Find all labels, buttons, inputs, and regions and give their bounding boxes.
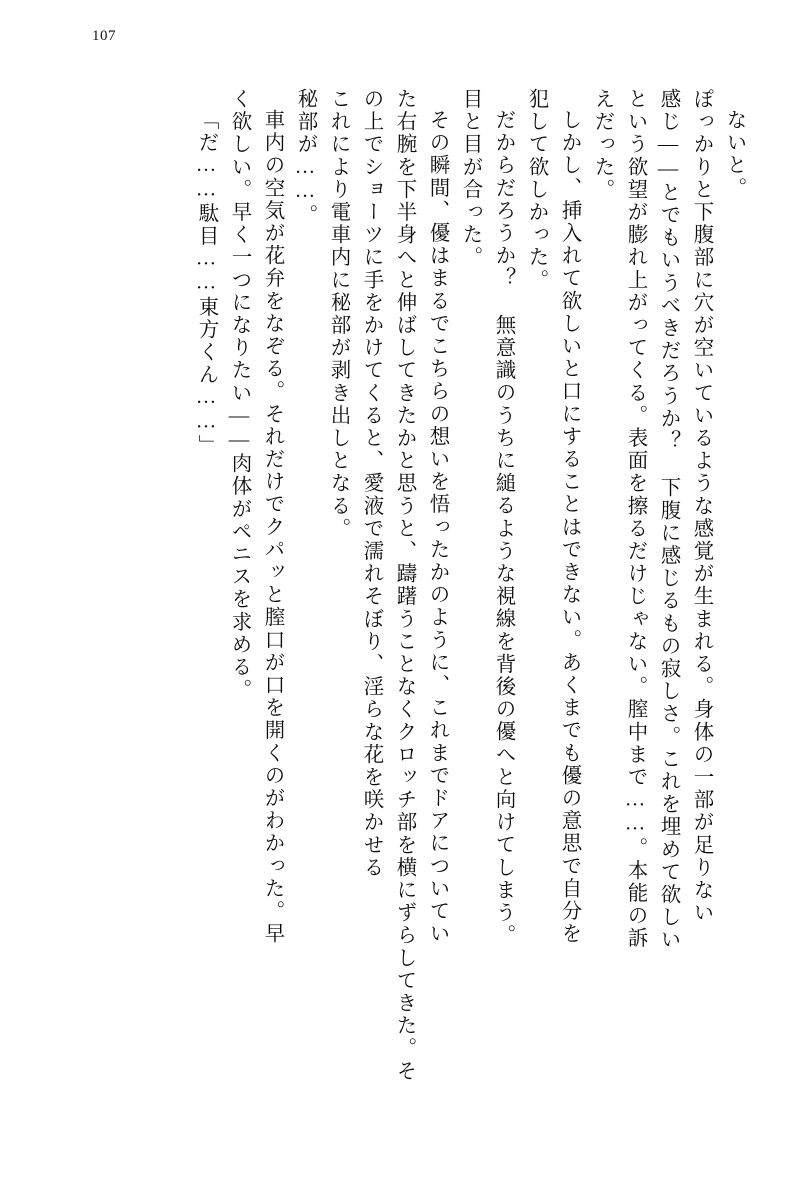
text-line: という欲望が膨れ上がってくる。表面を擦るだけじゃない。膣中まで……。本能の訴 xyxy=(624,88,646,950)
text-line: えだった。 xyxy=(591,88,613,201)
text-line: ぽっかりと下腹部に穴が空いているような感覚が生まれる。身体の一部が足りない xyxy=(690,88,712,925)
text-line: だからだろうか？ 無意識のうちに縋るような視線を背後の優へと向けてしまう。 xyxy=(492,109,514,947)
text-line: これにより電車内に秘部が剥き出しとなる。 xyxy=(327,88,349,540)
text-line: く欲しい。早く一つになりたい――肉体がペニスを求める。 xyxy=(228,88,250,702)
text-line: ないと。 xyxy=(723,109,745,200)
text-line: 車内の空気が花弁をなぞる。それだけでクパッと膣口が口を開くのがわかった。早 xyxy=(261,109,283,946)
text-line: しかし、挿入れて欲しいと口にすることはできない。あくまでも優の意思で自分を xyxy=(558,109,580,946)
text-line: 感じ――とでもいうべきだろうか？ 下腹に感じるもの寂しさ。これを埋めて欲しい xyxy=(657,88,679,952)
text-line: 「だ……駄目……東方くん……」 xyxy=(195,109,217,457)
text-line: 目と目が合った。 xyxy=(459,88,481,269)
page-number: 107 xyxy=(92,28,116,44)
text-line: 秘部が……。 xyxy=(294,88,316,227)
text-line: 犯して欲しかった。 xyxy=(525,88,547,292)
text-line: その瞬間、優はまるでこちらの想いを悟ったかのように、これまでドアについてい xyxy=(426,109,448,946)
vertical-text-body xyxy=(48,88,744,1140)
text-line: た右腕を下半身へと伸ばしてきたかと思うと、躊躇うことなくクロッチ部を横にずらしてきた。そ xyxy=(393,88,415,1083)
text-line: の上でショーツに手をかけてくると、愛液で濡れそぼり、淫らな花を咲かせる xyxy=(360,88,382,879)
